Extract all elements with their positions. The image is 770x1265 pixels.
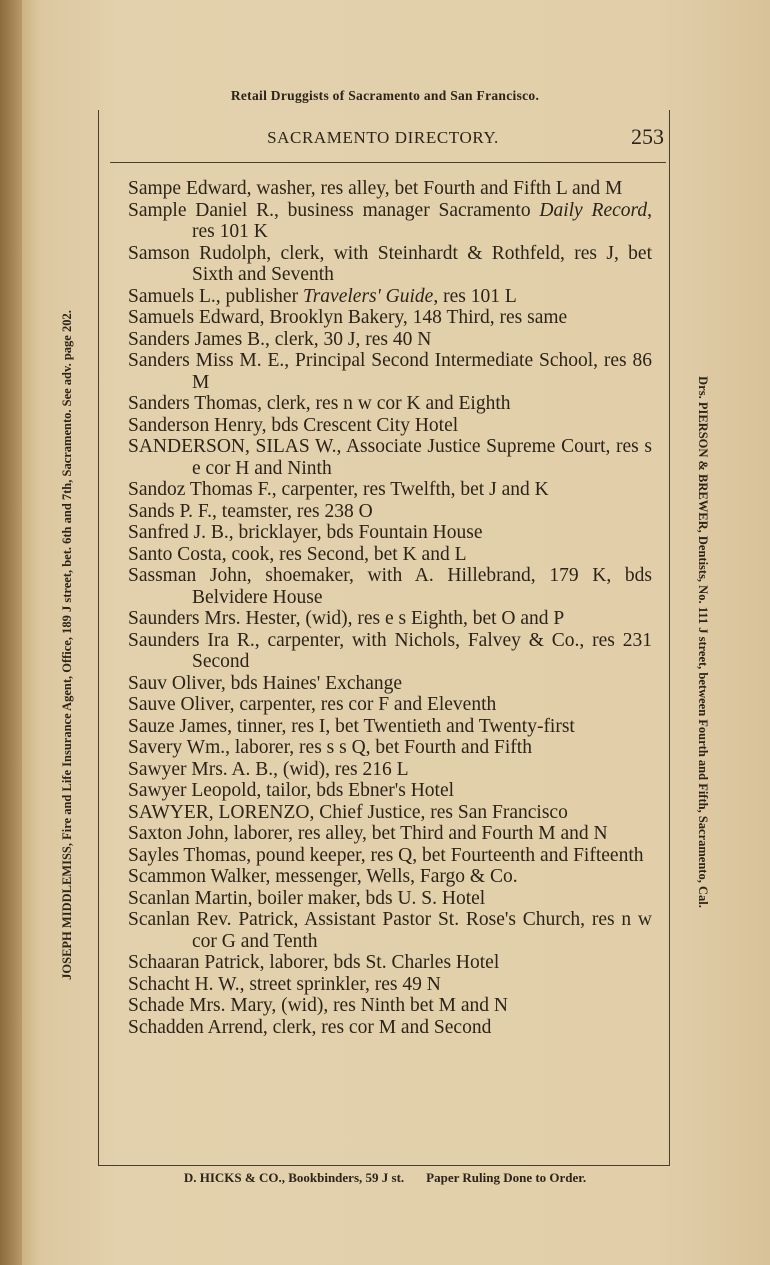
- entry-text: SAWYER, LORENZO, Chief Justice, res San Francisco: [128, 801, 568, 823]
- directory-entry: [128, 995, 652, 1017]
- directory-entry: [128, 544, 652, 566]
- entry-text: Savery Wm., laborer, res s s Q, bet Fourth and Fifth: [128, 737, 532, 758]
- directory-entry: [128, 608, 652, 630]
- entry-text: Sawyer Leopold, tailor, bds Ebner's Hotel: [128, 780, 455, 801]
- entry-text: Scanlan Martin, boiler maker, bds U. S. Hotel: [128, 887, 486, 909]
- entry-text: Saunders Mrs. Hester, (wid), res e s Eighth, bet O and P: [128, 608, 565, 629]
- directory-entries: [128, 178, 652, 1038]
- directory-entry: [128, 178, 652, 200]
- directory-entry: [128, 436, 652, 479]
- entry-text: Sanders James B., clerk, 30 J, res 40 N: [128, 328, 432, 350]
- directory-entry: [128, 286, 652, 308]
- directory-entry: [128, 243, 652, 286]
- entry-text: Scanlan Rev. Patrick, Assistant Pastor St. Rose's Church, res n w cor G and Tenth: [128, 909, 652, 952]
- entry-text: Sampe Edward, washer, res alley, bet Fourth and Fifth L and M: [128, 178, 623, 199]
- directory-entry: [128, 759, 652, 781]
- entry-text-after: , res 101 K: [192, 199, 652, 242]
- entry-text: Scammon Walker, messenger, Wells, Fargo & Co.: [128, 866, 518, 887]
- directory-entry: [128, 415, 652, 437]
- directory-entry: [128, 866, 652, 888]
- entry-text: Sanders Thomas, clerk, res n w cor K and Eighth: [128, 393, 511, 414]
- bottom-advertisement: [100, 1170, 670, 1186]
- directory-entry: [128, 350, 652, 393]
- bottom-advertisement-left: D. HICKS & CO., Bookbinders, 59 J st.: [183, 1170, 405, 1185]
- entry-text: Sauve Oliver, carpenter, res cor F and Eleventh: [128, 694, 497, 715]
- entry-text: Sayles Thomas, pound keeper, res Q, bet Fourteenth and Fifteenth: [128, 844, 644, 866]
- entry-text: SANDERSON, SILAS W., Associate Justice Supreme Court, res s e cor H and Ninth: [128, 436, 652, 479]
- entry-text: Schadden Arrend, clerk, res cor M and Second: [128, 1016, 492, 1038]
- entry-text: Santo Costa, cook, res Second, bet K and L: [128, 543, 467, 565]
- directory-entry: [128, 522, 652, 544]
- entry-text: Sanders Miss M. E., Principal Second Intermediate School, res 86 M: [128, 350, 652, 393]
- page-number: 253: [631, 124, 664, 149]
- running-head: [98, 124, 668, 154]
- directory-entry: [128, 329, 652, 351]
- right-margin-advertisement: Drs. PIERSON & BREWER, Dentists, No. 111 J street, between Fourth and Fifth, Sacramento, Cal.: [696, 376, 710, 908]
- entry-text: Sanfred J. B., bricklayer, bds Fountain House: [128, 522, 483, 543]
- left-margin-advertisement: JOSEPH MIDDLEMISS, Fire and Life Insurance Agent, Office, 189 J street, bet. 6th and 7th, Sacramento. See adv. page 202.: [60, 310, 74, 980]
- entry-text: Schacht H. W., street sprinkler, res 49 N: [128, 973, 441, 995]
- entry-text: Sandoz Thomas F., carpenter, res Twelfth, bet J and K: [128, 479, 549, 500]
- directory-entry: [128, 479, 652, 501]
- directory-entry: [128, 307, 652, 329]
- entry-text: Schaaran Patrick, laborer, bds St. Charles Hotel: [128, 952, 500, 973]
- directory-entry: [128, 673, 652, 695]
- directory-entry: [128, 780, 652, 802]
- entry-text: Schade Mrs. Mary, (wid), res Ninth bet M and N: [128, 995, 508, 1016]
- bottom-advertisement-right: Paper Ruling Done to Order.: [426, 1170, 587, 1185]
- entry-text: Sassman John, shoemaker, with A. Hillebrand, 179 K, bds Belvidere House: [128, 565, 652, 608]
- directory-entry: [128, 716, 652, 738]
- directory-entry: [128, 845, 652, 867]
- entry-text: Sands P. F., teamster, res 238 O: [128, 500, 373, 522]
- directory-entry: [128, 823, 652, 845]
- directory-entry: [128, 630, 652, 673]
- entry-italic-title: Travelers' Guide: [302, 285, 434, 307]
- entry-text: Sample Daniel R., business manager Sacramento: [128, 199, 540, 221]
- directory-entry: [128, 565, 652, 608]
- entry-text: Samson Rudolph, clerk, with Steinhardt & Rothfeld, res J, bet Sixth and Seventh: [128, 242, 652, 285]
- directory-entry: [128, 501, 652, 523]
- directory-entry: [128, 1017, 652, 1039]
- entry-text: Sawyer Mrs. A. B., (wid), res 216 L: [128, 758, 409, 780]
- entry-text: Saunders Ira R., carpenter, with Nichols, Falvey & Co., res 231 Second: [128, 629, 652, 672]
- directory-entry: [128, 888, 652, 910]
- directory-entry: [128, 694, 652, 716]
- entry-text-after: , res 101 L: [433, 285, 517, 307]
- directory-entry: [128, 200, 652, 243]
- running-title: SACRAMENTO DIRECTORY.: [267, 128, 499, 147]
- directory-entry: [128, 737, 652, 759]
- book-spine-edge: [0, 0, 22, 1265]
- entry-text: Saxton John, laborer, res alley, bet Third and Fourth M and N: [128, 823, 608, 844]
- entry-text: Sauv Oliver, bds Haines' Exchange: [128, 672, 403, 694]
- top-advertisement: Retail Druggists of Sacramento and San Francisco.: [230, 88, 540, 103]
- entry-text: Sanderson Henry, bds Crescent City Hotel: [128, 414, 459, 436]
- entry-text: Samuels L., publisher: [128, 285, 303, 307]
- directory-entry: [128, 952, 652, 974]
- header-rule: [110, 162, 666, 163]
- entry-text: Samuels Edward, Brooklyn Bakery, 148 Third, res same: [128, 307, 568, 328]
- entry-text: Sauze James, tinner, res I, bet Twentieth and Twenty-first: [128, 715, 575, 737]
- directory-entry: [128, 974, 652, 996]
- directory-entry: [128, 909, 652, 952]
- directory-entry: [128, 393, 652, 415]
- directory-entry: [128, 802, 652, 824]
- entry-italic-title: Daily Record: [539, 199, 648, 221]
